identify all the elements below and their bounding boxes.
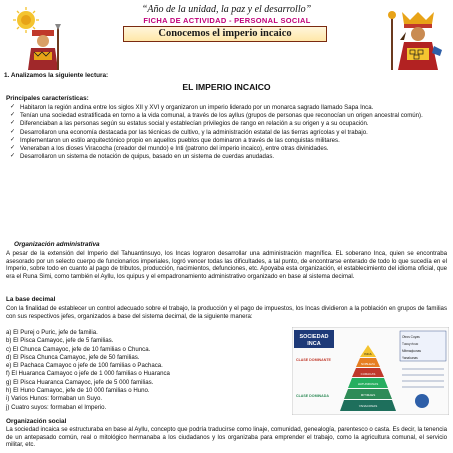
motto: “Año de la unidad, la paz y el desarrollo” [141,4,312,15]
social-heading: Organización social [6,418,67,425]
reading-title: EL IMPERIO INCAICO [182,82,271,92]
check-icon: ✓ [10,153,16,160]
side-note: Mitmaqkunas [402,349,421,353]
diagram-globe-icon [415,394,429,408]
class-bottom-label: CLASE DOMINADA [296,394,329,398]
side-note: Otros Coyas [402,335,420,339]
activity-sheet-label: FICHA DE ACTIVIDAD - PERSONAL SOCIAL [143,16,311,25]
check-icon: ✓ [10,128,16,135]
pyramid-label: INCA [364,352,372,356]
list-item: g) El Pisca Huaranca Camayoc, jefe de 5 000 familias. [6,378,154,386]
decimal-levels-list [6,329,286,412]
decimal-base-heading: La base decimal [6,296,56,303]
characteristics-list [10,104,448,161]
pyramid-label: CURACAS [360,372,376,376]
list-item-text: Habitaron la región andina entre los siglos XII y XVI y organizaron un imperio liderado por un monarca sagrado llamado Sapa Inca. [20,104,374,111]
check-icon: ✓ [10,112,16,119]
list-item [10,153,448,161]
list-item [10,112,448,120]
list-item: e) El Pachaca Camayoc o jefe de 100 familias o Pachaca. [6,362,163,370]
decimal-base-paragraph: Con la finalidad de establecer un control adecuado sobre el trabajo, la producción y el pago de impuestos, los Incas dividieron a la población en grupos de familias con sus respectivos jefes, organizados a base del sistema decimal, de la siguiente manera: [6,305,447,320]
list-item [10,120,448,128]
list-item: i) Varios Hunos: formaban un Suyo. [6,395,103,403]
inca-king-illustration [380,6,448,72]
class-top-label: CLASE DOMINANTE [296,358,331,362]
list-item [10,137,448,145]
diagram-title-2: INCA [307,341,321,347]
list-item: b) El Pisca Camayoc, jefe de 5 familias. [6,337,114,345]
list-item-text: Desarrollaron un sistema de notación de quipus, basado en un sistema de cuerdas anudadas. [20,153,275,161]
pyramid-label: HATUNRUNAS [357,382,379,386]
list-item [10,129,448,137]
inca-society-diagram [292,327,449,415]
pyramid-label: YANACONAS [358,404,378,408]
list-item [10,145,448,153]
side-note: Yanakunas [402,356,418,360]
list-item-text: Implementaron un estilo arquitectónico propio en aquellos pueblos que dominaron a través de las conquistas militares. [20,136,340,144]
list-item-text: Veneraban a los dioses Viracocha (creador del mundo) e Inti (patrono del imperio incaico), entre otras divinidades. [20,144,329,152]
list-item-text: Diferenciaban a las personas según su estatus social y establecían privilegios de rango en relación a su origen y a su ocupación. [20,120,369,128]
list-item: d) El Pisca Chunca Camayoc, jefe de 50 familias. [6,353,140,361]
pyramid-label: NOBLEZA [360,362,376,366]
check-icon: ✓ [10,104,16,110]
social-paragraph: La sociedad incaica se estructuraba en base al Ayllu, concepto que podría traducirse como linaje, comunidad, genealogía, parentesco o casta. Es decir, la tenencia de un antepasado común, real o mitológico hermanaba a los ciudadanos y los organizaba para emprender el trabajo, como la agricultura comunal, el servicio militar, etc. [6,426,447,449]
list-item: j) Cuatro suyos: formaban el Imperio. [6,403,107,411]
inca-warrior-illustration [6,6,70,72]
pyramid-label: MITIMAES [360,393,376,397]
list-item: f) El Huaranca Camayoc o jefe de 1 000 familias o Huaranca [6,370,170,378]
check-icon: ✓ [10,120,16,127]
sun-icon [13,7,39,33]
list-item [10,104,448,112]
diagram-title-1: SOCIEDAD [299,334,329,340]
section-instruction: 1. Analizamos la siguiente lectura: [4,72,109,79]
list-item: a) El Purej o Puric, jefe de familia. [6,329,98,336]
side-note: Tucuy ricuc [402,342,419,346]
list-item-text: Desarrollaron una economía destacada por las técnicas de cultivo, y la administración estatal de las tierras agrícolas y el trabajo. [20,128,368,136]
list-item: h) El Huno Camayoc, jefe de 10 000 familias o Huno. [6,387,150,395]
check-icon: ✓ [10,144,16,151]
page-title: Conocemos el imperio incaico [123,26,327,42]
org-paragraph: A pesar de la extensión del Imperio del Tahuantinsuyo, los Incas lograron desarrollar una administración magnífica. EL soberano Inca, quien se encontraba asesorado por un selecto cuerpo de funcionarios imperiales, logró vencer todas las dificultades, a tal punto, de encontrarse enterado de todo lo que sucedía en el Imperio, sobre todo en cuanto al pago de tributos, producción, nacimientos, defunciones, etc. Apoyaba esta organización, el establecimiento del idioma oficial, que era el Runa Simi, como también el Ayllu, los quipus y el empadronamiento administrativo organizado en base al sistema decimal. [6,250,447,281]
list-item-text: Tenían una sociedad estratificada en torno a la vida comunal, a través de los ayllus (grupos de personas que reconocían un origen ancestral común). [20,112,423,120]
list-item: c) El Chunca Camayoc, jefe de 10 familias o Chunca. [6,345,151,353]
org-heading: Organización administrativa [14,241,100,248]
check-icon: ✓ [10,136,16,143]
characteristics-heading: Principales características: [6,95,89,102]
